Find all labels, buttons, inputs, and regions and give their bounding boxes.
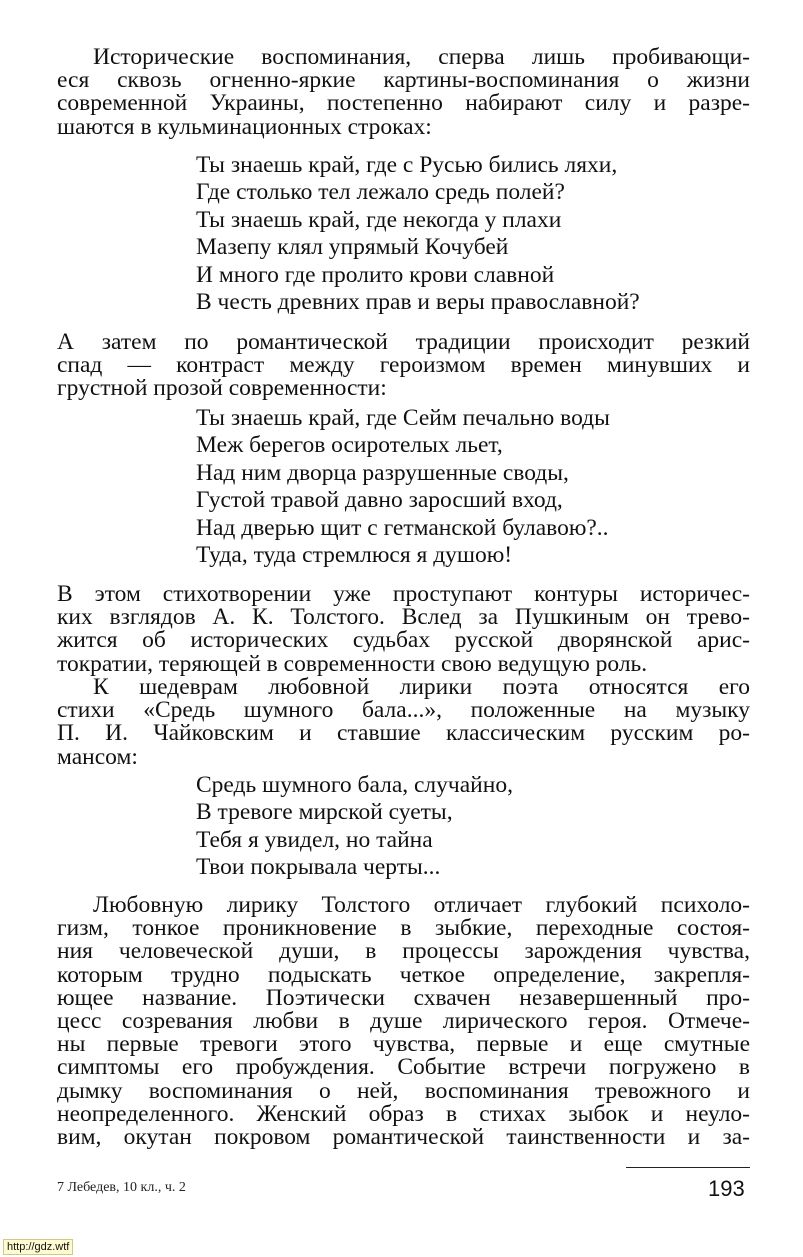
- verse-line: Над ним дворца разрушенные своды,: [196, 459, 569, 486]
- footer-rule: [626, 1167, 750, 1168]
- text-line: стихи «Средь шумного бала...», положенные на музыку: [57, 697, 750, 724]
- verse-1: [196, 152, 640, 316]
- verse-line: Где столько тел лежало средь полей?: [196, 179, 565, 206]
- text-line: современной Украины, постепенно набирают силу и разре-: [57, 90, 750, 117]
- text-line: вим, окутан покровом романтической таинственности и за-: [57, 1123, 750, 1150]
- text-line: Исторические воспоминания, сперва лишь пробивающи-: [93, 44, 750, 70]
- paragraph-4: [57, 676, 750, 769]
- watermark-link[interactable]: http://gdz.wtf: [3, 1239, 73, 1255]
- text-line: гизм, тонкое проникновение в зыбкие, переходные состоя-: [57, 915, 750, 942]
- text-line: цесс созревания любви в душе лирического героя. Отмече-: [57, 1007, 750, 1034]
- verse-line: Туда, туда стремлюся я душою!: [196, 542, 513, 569]
- paragraph-5: [57, 894, 750, 1149]
- text-line: шаются в кульминационных строках:: [57, 113, 432, 140]
- paragraph-2: [57, 331, 750, 401]
- verse-line: Ты знаешь край, где с Русью бились ляхи,: [196, 152, 618, 178]
- verse-line: И много где пролито крови славной: [196, 261, 555, 288]
- text-line: спад — контраст между героизмом времен минувших и: [57, 352, 750, 379]
- text-line: ны первые тревоги этого чувства, первые и еще смутные: [57, 1031, 750, 1058]
- text-line: симптомы его пробуждения. Событие встречи погружено в: [57, 1054, 750, 1081]
- text-line: мансом:: [57, 743, 138, 770]
- verse-line: В тревоге мирской суеты,: [196, 799, 453, 826]
- text-line: грустной прозой современности:: [57, 375, 387, 402]
- verse-line: Густой травой давно заросший вход,: [196, 487, 563, 514]
- verse-line: Твои покрывала черты...: [196, 854, 441, 881]
- text-line: В этом стихотворении уже проступают контуры историчес-: [57, 581, 750, 607]
- text-line: жится об исторических судьбах русской дворянской арис-: [57, 627, 750, 654]
- verse-line: Меж берегов осиротелых льет,: [196, 432, 503, 459]
- text-line: ния человеческой души, в процессы зарождения чувства,: [57, 938, 750, 965]
- text-line: дымку воспоминания о ней, воспоминания тревожного и: [57, 1077, 750, 1104]
- text-line: К шедеврам любовной лирики поэта относятся его: [93, 674, 750, 700]
- text-line: Любовную лирику Толстого отличает глубокий психоло-: [93, 892, 750, 918]
- paragraph-1: [57, 46, 750, 139]
- verse-line: Над дверью щит с гетманской булавою?..: [196, 514, 609, 541]
- paragraph-3: [57, 583, 750, 676]
- verse-line: Ты знаешь край, где Сейм печально воды: [196, 405, 610, 431]
- verse-3: [196, 772, 513, 882]
- verse-line: Мазепу клял упрямый Кочубей: [196, 234, 509, 261]
- verse-line: В честь древних прав и веры православной?: [196, 289, 640, 316]
- verse-line: Ты знаешь край, где некогда у плахи: [196, 206, 562, 233]
- text-line: еся сквозь огненно-яркие картины-воспоминания о жизни: [57, 67, 750, 94]
- verse-2: [196, 405, 610, 569]
- page-number: 193: [708, 1176, 745, 1201]
- text-line: которым трудно подыскать четкое определение, закрепля-: [57, 961, 750, 988]
- text-line: ких взглядов А. К. Толстого. Вслед за Пушкиным он трево-: [57, 604, 750, 631]
- text-line: А затем по романтической традиции происходит резкий: [57, 329, 750, 355]
- text-line: П. И. Чайковским и ставшие классическим русским ро-: [57, 720, 750, 747]
- text-line: тократии, теряющей в современности свою ведущую роль.: [57, 650, 648, 677]
- text-line: неопределенного. Женский образ в стихах зыбок и неуло-: [57, 1100, 750, 1127]
- text-line: ющее название. Поэтически схвачен незавершенный про-: [57, 984, 750, 1011]
- verse-line: Тебя я увидел, но тайна: [196, 826, 433, 853]
- verse-line: Средь шумного бала, случайно,: [196, 772, 513, 798]
- printer-signature: 7 Лебедев, 10 кл., ч. 2: [57, 1180, 186, 1195]
